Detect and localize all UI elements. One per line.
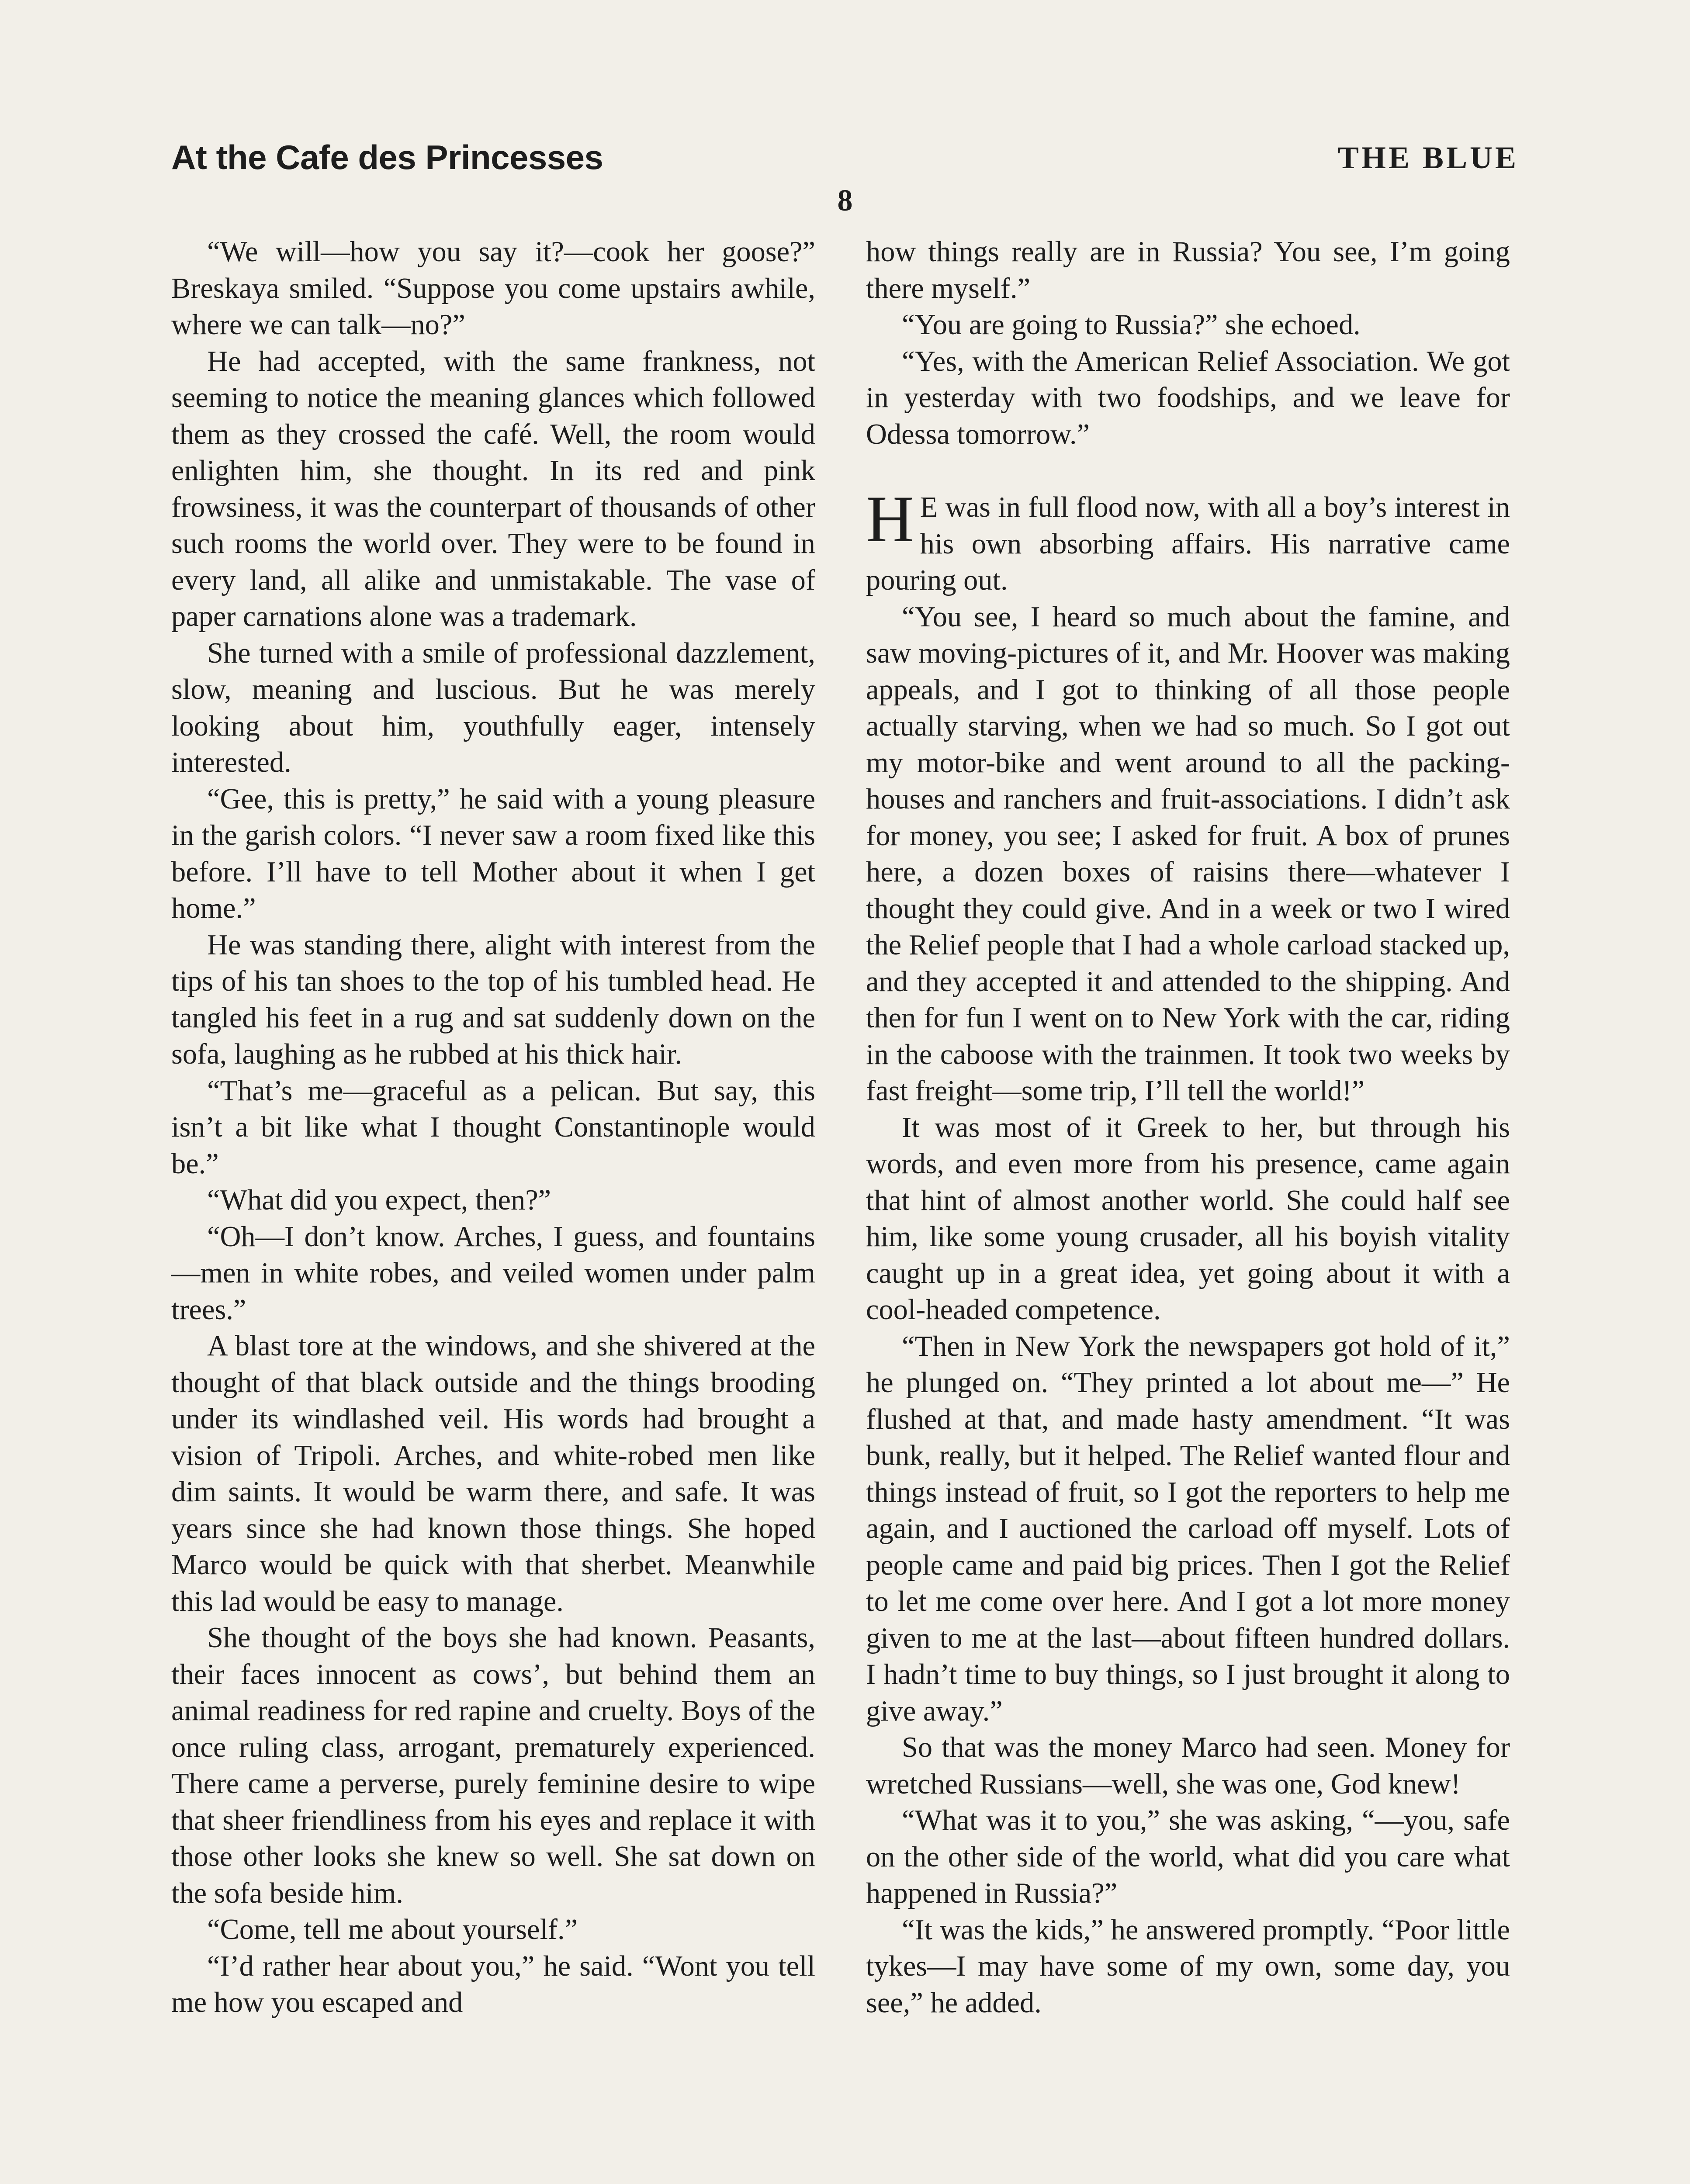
paragraph: “That’s me—graceful as a pelican. But say, this isn’t a bit like what I thought Constantinople would be.” — [171, 1075, 815, 1180]
magazine-name: THE BLUE — [1337, 140, 1519, 175]
paragraph: A blast tore at the windows, and she shivered at the thought of that black outside and the things brooding under its windlashed veil. His words had brought a vision of Tripoli. Arches, and white-robed men like dim saints. It would be warm there, and safe. It was years since she had known those things. She hoped Marco would be quick with that sherbet. Meanwhile this lad would be easy to manage. — [171, 1330, 815, 1617]
left-column — [171, 234, 815, 2021]
paragraph: “Come, tell me about yourself.” — [207, 1914, 578, 1946]
paragraph: “You are going to Russia?” she echoed. — [902, 309, 1361, 341]
paragraph: “Oh—I don’t know. Arches, I guess, and fountains—men in white robes, and veiled women under palm trees.” — [171, 1220, 815, 1326]
drop-cap-text: E was in full flood now, with all a boy’s interest in his own absorbing affairs. His narrative came pouring out. — [866, 491, 1510, 596]
paragraph: He had accepted, with the same frankness, not seeming to notice the meaning glances which followed them as they crossed the café. Well, the room would enlighten him, she thought. In its red and pink frowsiness, it was the counterpart of thousands of other such rooms the world over. They were to be found in every land, all alike and unmistakable. The vase of paper carnations alone was a trademark. — [171, 345, 815, 632]
paragraph: “What did you expect, then?” — [207, 1184, 551, 1216]
continued-paragraph: how things really are in Russia? You see, I’m going there myself.” — [866, 236, 1510, 304]
right-column — [866, 234, 1510, 2021]
drop-cap-paragraph — [866, 482, 1510, 599]
drop-cap: H — [866, 482, 914, 556]
paragraph: “What was it to you,” she was asking, “—you, safe on the other side of the world, what did you care what happened in Russia?” — [866, 1804, 1510, 1909]
paragraph: “It was the kids,” he answered promptly. “Poor little tykes—I may have some of my own, some day, you see,” he added. — [866, 1914, 1510, 2019]
story-title: At the Cafe des Princesses — [171, 138, 603, 176]
paragraph: “Gee, this is pretty,” he said with a young pleasure in the garish colors. “I never saw a room fixed like this before. I’ll have to tell Mother about it when I get home.” — [171, 783, 815, 924]
paragraph: “I’d rather hear about you,” he said. “Wont you tell me how you escaped and — [171, 1950, 815, 2018]
paragraph: It was most of it Greek to her, but through his words, and even more from his presence, came again that hint of almost another world. She could half see him, like some young crusader, all his boyish vitality caught up in a great idea, yet going about it with a cool-headed competence. — [866, 1111, 1510, 1326]
paragraph: “We will—how you say it?—cook her goose?” Breskaya smiled. “Suppose you come upstairs awhile, where we can talk—no?” — [171, 236, 815, 341]
paragraph: “Yes, with the American Relief Association. We got in yesterday with two foodships, and we leave for Odessa tomorrow.” — [866, 345, 1510, 450]
paragraph: She turned with a smile of professional dazzlement, slow, meaning and luscious. But he was merely looking about him, youthfully eager, intensely interested. — [171, 637, 815, 778]
paragraph: “You see, I heard so much about the famine, and saw moving-pictures of it, and Mr. Hoover was making appeals, and I got to thinking of all those people actually starving, when we had so much. So I got out my motor-bike and went around to all the packing-houses and ranchers and fruit-associations. I didn’t ask for money, you see; I asked for fruit. A box of prunes here, a dozen boxes of raisins there—whatever I thought they could give. And in a week or two I wired the Relief people that I had a whole carload stacked up, and they accepted it and attended to the shipping. And then for fun I went on to New York with the car, riding in the caboose with the trainmen. It took two weeks by fast freight—some trip, I’ll tell the world!” — [866, 601, 1510, 1107]
paragraph: “Then in New York the newspapers got hold of it,” he plunged on. “They printed a lot about me—” He flushed at that, and made hasty amendment. “It was bunk, really, but it helped. The Relief wanted flour and things instead of fruit, so I got the reporters to help me again, and I auctioned the carload off myself. Lots of people came and paid big prices. Then I got the Relief to let me come over here. And I got a lot more money given to me at the last—about fifteen hundred dollars. I hadn’t time to buy things, so I just brought it along to give away.” — [866, 1330, 1510, 1727]
paragraph: She thought of the boys she had known. Peasants, their faces innocent as cows’, but behind them an animal readiness for red rapine and cruelty. Boys of the once ruling class, arrogant, prematurely experienced. There came a perverse, purely feminine desire to wipe that sheer friendliness from his eyes and replace it with those other looks she knew so well. She sat down on the sofa beside him. — [171, 1622, 815, 1909]
paragraph: So that was the money Marco had seen. Money for wretched Russians—well, she was one, God knew! — [866, 1731, 1510, 1800]
paragraph: He was standing there, alight with interest from the tips of his tan shoes to the top of his tumbled head. He tangled his feet in a rug and sat suddenly down on the sofa, laughing as he rubbed at his thick hair. — [171, 929, 815, 1070]
page-number: 8 — [837, 184, 853, 218]
